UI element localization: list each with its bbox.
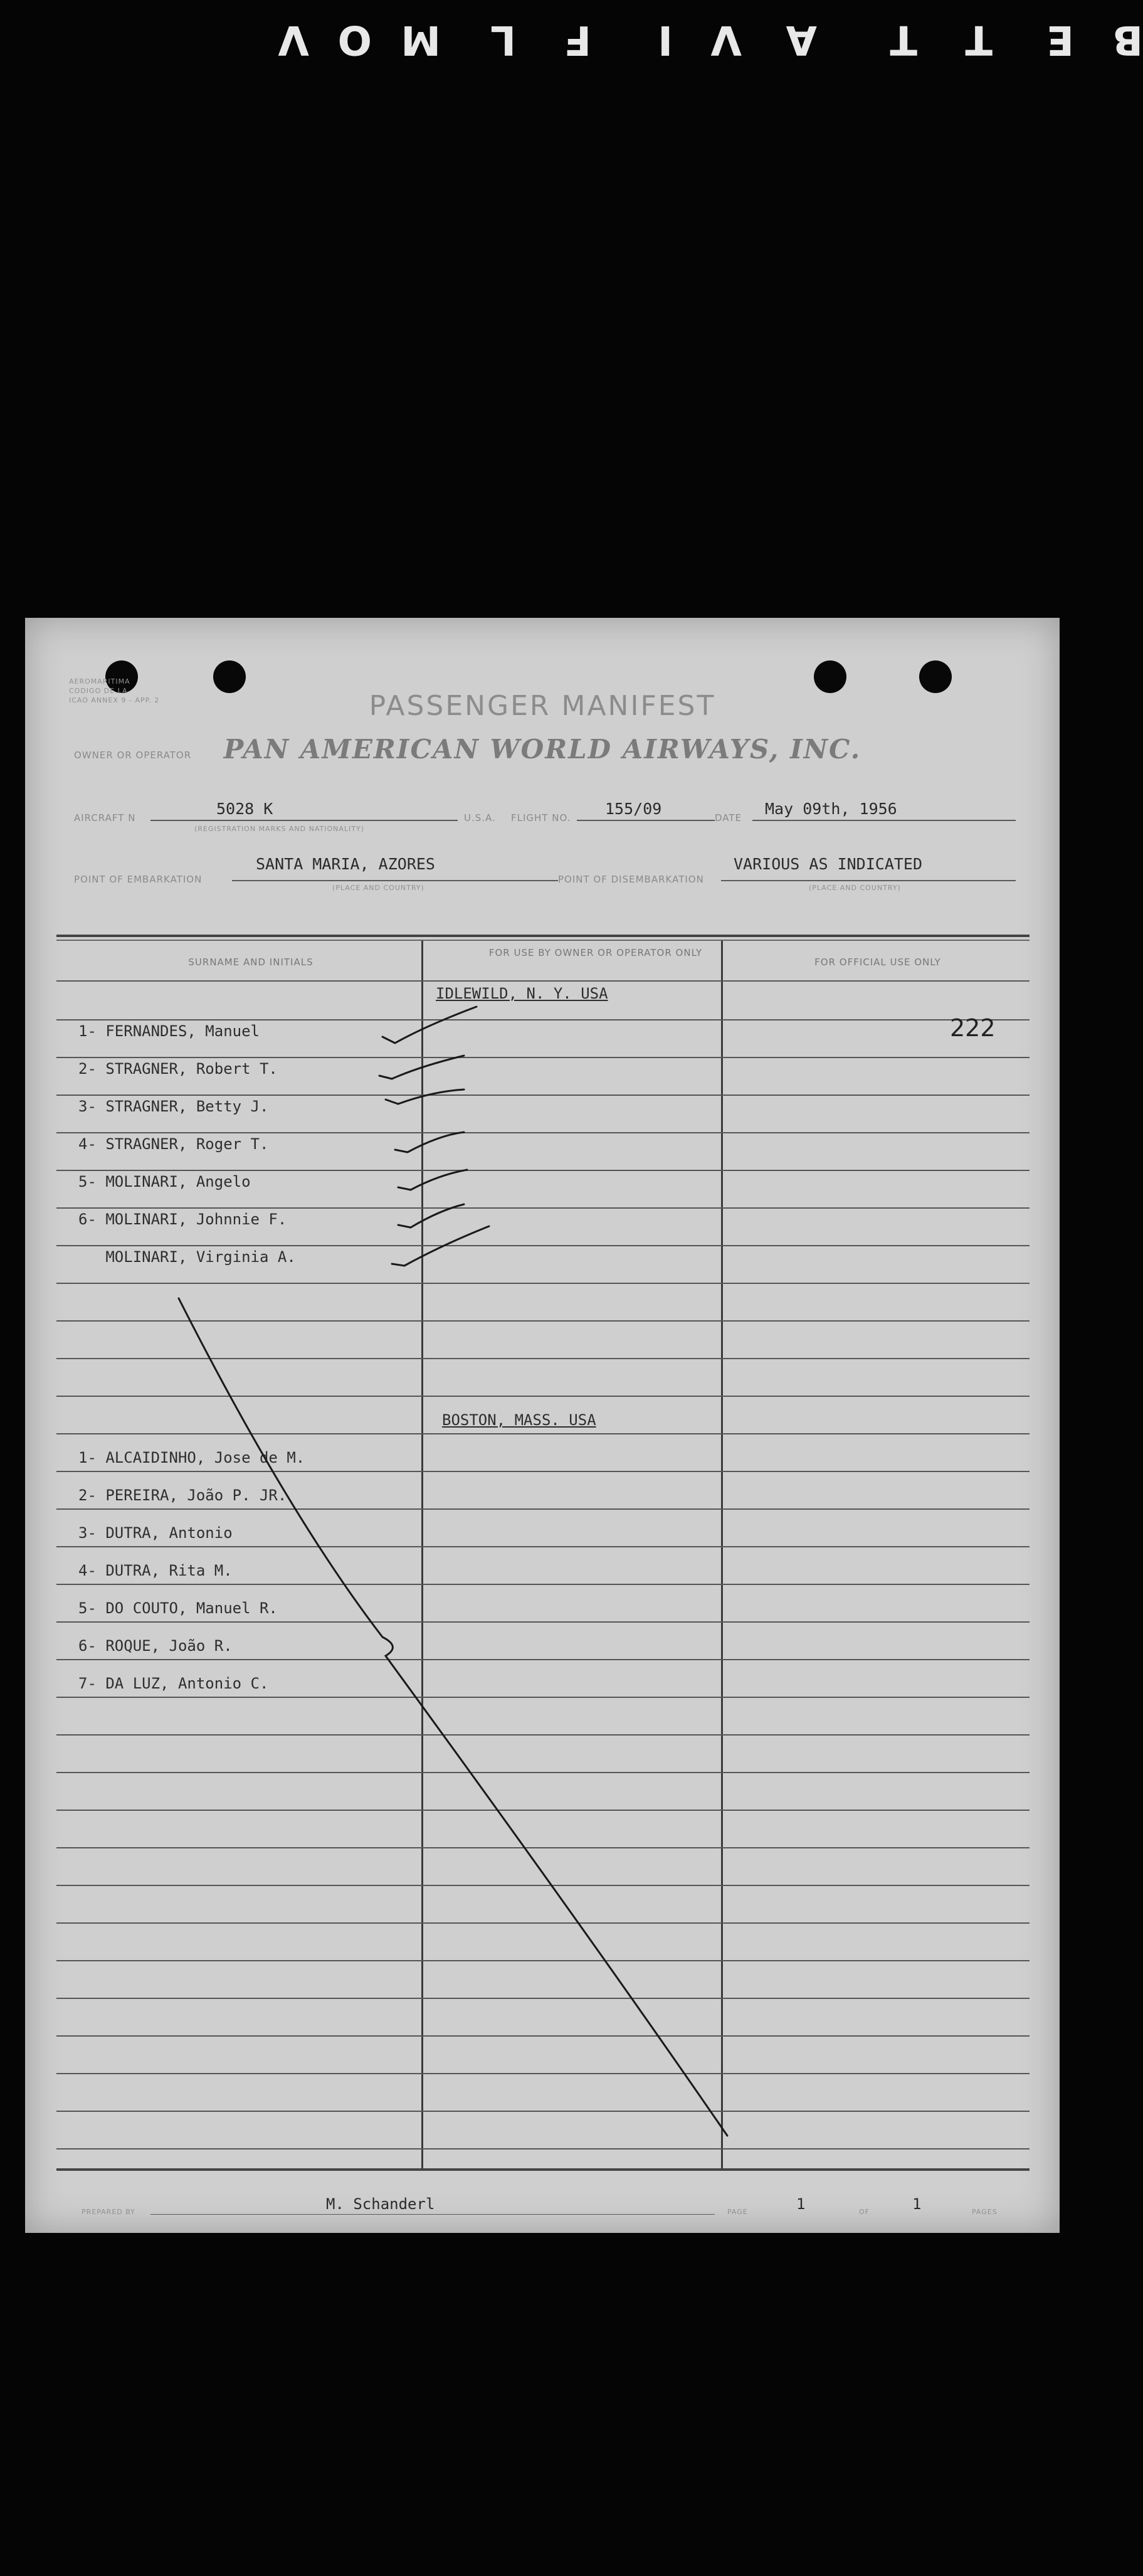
flight-value: 155/09	[605, 800, 662, 818]
passenger-row: 4- STRAGNER, Roger T.	[78, 1135, 269, 1153]
nationality-label: U.S.A.	[464, 812, 496, 824]
film-letter: A	[786, 16, 817, 63]
film-letter: M	[401, 16, 441, 63]
film-letter: T	[965, 16, 993, 63]
of-value: 1	[912, 2195, 922, 2213]
corner-code: ICAO ANNEX 9 - APP. 2	[69, 696, 160, 704]
date-value: May 09th, 1956	[765, 800, 897, 818]
column-header-names: SURNAME AND INITIALS	[188, 957, 313, 968]
passenger-row: 3- STRAGNER, Betty J.	[78, 1098, 269, 1115]
embark-caption: (PLACE AND COUNTRY)	[332, 884, 424, 892]
check-mark	[386, 1089, 464, 1104]
embark-label: POINT OF EMBARKATION	[74, 874, 203, 885]
disembark-label: POINT OF DISEMBARKATION	[558, 874, 704, 885]
airline-name: PAN AMERICAN WORLD AIRWAYS, INC.	[223, 734, 861, 765]
check-mark	[379, 1056, 464, 1079]
passenger-row: 7- DA LUZ, Antonio C.	[78, 1675, 269, 1692]
slash-line	[179, 1298, 727, 2136]
check-mark	[395, 1132, 464, 1152]
passenger-row: 3- DUTRA, Antonio	[78, 1524, 233, 1542]
destination-boston: BOSTON, MASS. USA	[442, 1411, 596, 1429]
passenger-row: 6- ROQUE, João R.	[78, 1637, 233, 1655]
film-letter: B	[1112, 16, 1143, 63]
passenger-row: 2- PEREIRA, João P. JR.	[78, 1487, 287, 1504]
passenger-row: 1- ALCAIDINHO, Jose de M.	[78, 1449, 305, 1466]
film-letter: E	[1046, 16, 1074, 63]
official-number: 222	[950, 1014, 996, 1042]
film-letter: T	[890, 16, 917, 63]
prepared-underline	[150, 2214, 715, 2215]
film-letter: V	[710, 16, 742, 63]
film-letter: O	[337, 16, 372, 63]
film-letter: F	[564, 16, 591, 63]
manifest-sheet	[25, 618, 1060, 2233]
check-mark	[382, 1007, 477, 1043]
check-mark	[392, 1226, 489, 1266]
column-header-official: FOR OFFICIAL USE ONLY	[814, 957, 941, 968]
form-title: PASSENGER MANIFEST	[369, 690, 716, 722]
destination-idlewild: IDLEWILD, N. Y. USA	[436, 985, 608, 1002]
check-mark	[398, 1204, 464, 1227]
film-edge-lettering	[238, 16, 1143, 63]
embark-value: SANTA MARIA, AZORES	[256, 855, 435, 873]
passenger-row: 5- MOLINARI, Angelo	[78, 1173, 251, 1190]
corner-code: CODIGO DE LA	[69, 687, 128, 695]
disembark-value: VARIOUS AS INDICATED	[734, 855, 923, 873]
aircraft-label: AIRCRAFT N	[74, 812, 136, 824]
passenger-row: 2- STRAGNER, Robert T.	[78, 1060, 278, 1078]
pages-label: PAGES	[972, 2208, 998, 2216]
passenger-row: MOLINARI, Virginia A.	[78, 1248, 296, 1266]
flight-label: FLIGHT NO.	[511, 812, 571, 824]
owner-label: OWNER OR OPERATOR	[74, 750, 192, 761]
page-value: 1	[796, 2195, 806, 2213]
passenger-row: 1- FERNANDES, Manuel	[78, 1022, 260, 1040]
column-header-owner: FOR USE BY OWNER OR OPERATOR ONLY	[488, 947, 703, 958]
passenger-row: 5- DO COUTO, Manuel R.	[78, 1599, 278, 1617]
film-letter: L	[490, 16, 516, 63]
handwritten-marks	[25, 618, 1060, 2233]
aircraft-value: 5028 K	[216, 800, 273, 818]
film-letter: I	[658, 16, 673, 63]
passenger-row: 4- DUTRA, Rita M.	[78, 1562, 233, 1579]
of-label: OF	[859, 2208, 870, 2216]
date-label: DATE	[715, 812, 742, 824]
film-letter: V	[278, 16, 309, 63]
page-label: PAGE	[727, 2208, 748, 2216]
passenger-row: 6- MOLINARI, Johnnie F.	[78, 1211, 287, 1228]
prepared-label: PREPARED BY	[82, 2208, 135, 2216]
check-mark	[398, 1170, 467, 1190]
disembark-caption: (PLACE AND COUNTRY)	[809, 884, 901, 892]
aircraft-caption: (REGISTRATION MARKS AND NATIONALITY)	[194, 825, 365, 833]
prepared-value: M. Schanderl	[326, 2195, 435, 2213]
corner-code: AEROMARITIMA	[69, 677, 130, 686]
